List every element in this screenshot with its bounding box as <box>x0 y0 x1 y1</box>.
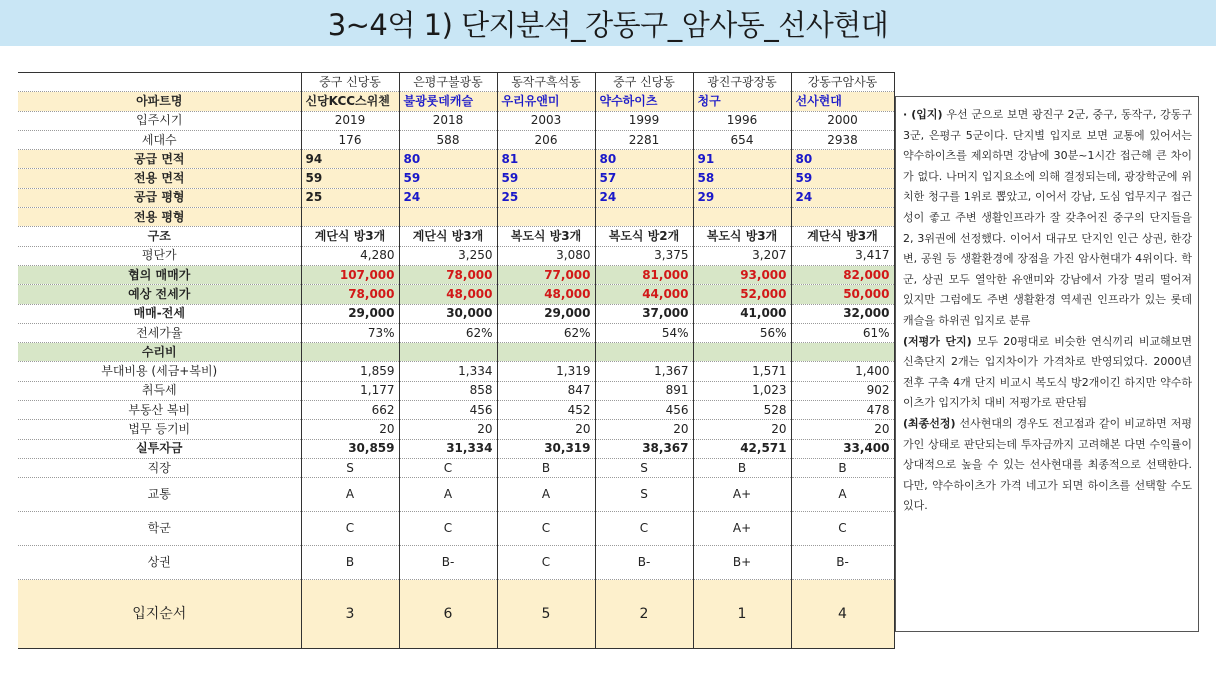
row-label: 전용 면적 <box>18 169 301 188</box>
row-label: 평단가 <box>18 246 301 265</box>
cell-apt: 선사현대 <box>791 92 894 111</box>
cell-households: 176 <box>301 130 399 149</box>
cell-extra: 1,400 <box>791 362 894 381</box>
cell-acq_tax: 858 <box>399 381 497 400</box>
cell-jeonse: 78,000 <box>301 285 399 304</box>
cell-price_py: 3,417 <box>791 246 894 265</box>
cell-structure: 계단식 방3개 <box>301 227 399 246</box>
page-title: 3~4억 1) 단지분석_강동구_암사동_선사현대 <box>327 7 889 42</box>
cell-supply_py: 25 <box>497 188 595 207</box>
cell-exclusive_area: 59 <box>301 169 399 188</box>
cell-supply_area: 94 <box>301 150 399 169</box>
cell-structure: 계단식 방3개 <box>791 227 894 246</box>
cell-extra: 1,319 <box>497 362 595 381</box>
cell-rank: 4 <box>791 580 894 649</box>
cell-broker: 456 <box>399 401 497 420</box>
cell-jeonse: 50,000 <box>791 285 894 304</box>
row-acq_tax <box>18 381 894 400</box>
row-job <box>18 458 894 477</box>
cell-sale: 77,000 <box>497 265 595 284</box>
cell-broker: 528 <box>693 401 791 420</box>
cell-school: C <box>399 512 497 546</box>
cell-commerce: B- <box>399 546 497 580</box>
cell-invest: 33,400 <box>791 439 894 458</box>
cell-extra: 1,334 <box>399 362 497 381</box>
cell-sale: 81,000 <box>595 265 693 284</box>
row-invest <box>18 439 894 458</box>
cell-structure: 계단식 방3개 <box>399 227 497 246</box>
row-label: 매매-전세 <box>18 304 301 323</box>
cell-job: C <box>399 458 497 477</box>
cell-extra: 1,367 <box>595 362 693 381</box>
cell-ratio: 61% <box>791 323 894 342</box>
cell-rank: 3 <box>301 580 399 649</box>
cell-exclusive_area: 59 <box>497 169 595 188</box>
note-undervalued: (저평가 단지) 모두 20평대로 비슷한 연식끼리 비교해보면 신축단지 2개는 입지차이가 가격차로 반영되었다. 2000년 전후 구축 4개 단지 비교시 복도식 방2개이긴 하지만 약수하이츠가 입지가치 대비 저평가로 판단됨 <box>903 334 1193 410</box>
cell-supply_area: 80 <box>399 150 497 169</box>
cell-structure: 복도식 방3개 <box>497 227 595 246</box>
cell-exclusive_py <box>693 208 791 227</box>
row-label: 상권 <box>18 546 301 580</box>
cell-households: 2281 <box>595 130 693 149</box>
district-header: 강동구암사동 <box>791 73 894 92</box>
cell-households: 2938 <box>791 130 894 149</box>
district-header: 중구 신당동 <box>595 73 693 92</box>
cell-commerce: C <box>497 546 595 580</box>
cell-sale: 93,000 <box>693 265 791 284</box>
cell-exclusive_py <box>301 208 399 227</box>
row-school <box>18 512 894 546</box>
cell-supply_py: 29 <box>693 188 791 207</box>
cell-extra: 1,571 <box>693 362 791 381</box>
cell-acq_tax: 1,023 <box>693 381 791 400</box>
cell-price_py: 3,080 <box>497 246 595 265</box>
cell-rank: 1 <box>693 580 791 649</box>
cell-price_py: 3,250 <box>399 246 497 265</box>
cell-school: A+ <box>693 512 791 546</box>
cell-supply_py: 24 <box>399 188 497 207</box>
row-label: 직장 <box>18 458 301 477</box>
cell-jeonse: 52,000 <box>693 285 791 304</box>
row-label: 전용 평형 <box>18 208 301 227</box>
comparison-table <box>18 72 895 649</box>
row-jeonse <box>18 285 894 304</box>
row-broker <box>18 401 894 420</box>
cell-exclusive_py <box>595 208 693 227</box>
cell-legal: 20 <box>399 420 497 439</box>
row-supply_py <box>18 188 894 207</box>
cell-ratio: 73% <box>301 323 399 342</box>
cell-apt: 불광롯데캐슬 <box>399 92 497 111</box>
cell-job: B <box>791 458 894 477</box>
row-sale <box>18 265 894 284</box>
row-price_py <box>18 246 894 265</box>
row-year <box>18 111 894 130</box>
cell-sale: 78,000 <box>399 265 497 284</box>
cell-supply_area: 80 <box>595 150 693 169</box>
cell-acq_tax: 1,177 <box>301 381 399 400</box>
cell-ratio: 54% <box>595 323 693 342</box>
cell-gap: 29,000 <box>497 304 595 323</box>
cell-invest: 31,334 <box>399 439 497 458</box>
row-label: 부동산 복비 <box>18 401 301 420</box>
cell-repair <box>497 343 595 362</box>
cell-repair <box>693 343 791 362</box>
row-legal <box>18 420 894 439</box>
cell-legal: 20 <box>791 420 894 439</box>
cell-legal: 20 <box>301 420 399 439</box>
cell-apt: 우리유앤미 <box>497 92 595 111</box>
cell-commerce: B <box>301 546 399 580</box>
cell-ratio: 62% <box>497 323 595 342</box>
cell-traffic: A+ <box>693 478 791 512</box>
cell-job: B <box>497 458 595 477</box>
row-label: 입지순서 <box>18 580 301 649</box>
cell-supply_py: 24 <box>595 188 693 207</box>
cell-year: 2019 <box>301 111 399 130</box>
row-label: 전세가율 <box>18 323 301 342</box>
district-header: 은평구불광동 <box>399 73 497 92</box>
title-bar <box>0 0 1216 46</box>
row-rank <box>18 580 894 649</box>
row-exclusive_py <box>18 208 894 227</box>
row-apt <box>18 92 894 111</box>
cell-commerce: B- <box>595 546 693 580</box>
cell-apt: 신당KCC스위첸 <box>301 92 399 111</box>
district-header: 광진구광장동 <box>693 73 791 92</box>
cell-repair <box>791 343 894 362</box>
cell-gap: 30,000 <box>399 304 497 323</box>
cell-exclusive_area: 57 <box>595 169 693 188</box>
cell-acq_tax: 847 <box>497 381 595 400</box>
cell-year: 2000 <box>791 111 894 130</box>
cell-year: 1999 <box>595 111 693 130</box>
row-structure <box>18 227 894 246</box>
cell-job: S <box>301 458 399 477</box>
cell-supply_area: 80 <box>791 150 894 169</box>
cell-gap: 32,000 <box>791 304 894 323</box>
cell-invest: 42,571 <box>693 439 791 458</box>
row-supply_area <box>18 150 894 169</box>
row-label: 실투자금 <box>18 439 301 458</box>
row-label: 협의 매매가 <box>18 265 301 284</box>
cell-legal: 20 <box>595 420 693 439</box>
cell-exclusive_area: 58 <box>693 169 791 188</box>
cell-repair <box>301 343 399 362</box>
cell-rank: 2 <box>595 580 693 649</box>
cell-jeonse: 48,000 <box>497 285 595 304</box>
row-label: 부대비용 (세금+복비) <box>18 362 301 381</box>
row-exclusive_area <box>18 169 894 188</box>
cell-job: B <box>693 458 791 477</box>
cell-supply_area: 91 <box>693 150 791 169</box>
cell-jeonse: 48,000 <box>399 285 497 304</box>
cell-extra: 1,859 <box>301 362 399 381</box>
cell-households: 206 <box>497 130 595 149</box>
cell-apt: 약수하이츠 <box>595 92 693 111</box>
cell-exclusive_py <box>399 208 497 227</box>
cell-broker: 662 <box>301 401 399 420</box>
row-label: 법무 등기비 <box>18 420 301 439</box>
row-label: 입주시기 <box>18 111 301 130</box>
cell-price_py: 4,280 <box>301 246 399 265</box>
cell-exclusive_area: 59 <box>791 169 894 188</box>
cell-commerce: B- <box>791 546 894 580</box>
row-label: 교통 <box>18 478 301 512</box>
note-location: · (입지) 우선 군으로 보면 광진구 2군, 중구, 동작구, 강동구 3군, 은평구 5군이다. 단지별 입지로 보면 교통에 있어서는 약수하이츠를 제외하면 강남에 30분~1시간 접근해 큰 차이가 없다. 나머지 입지요소에 의해 결정되는데, 광장학군에 위치한 청구를 1위로 뽑았고, 이어서 강남, 도심 업무지구 접근성이 좋고 주변 생활인프라가 잘 갖추어진 중구의 단지들을 2, 3위권에 선정했다. 이어서 대규모 단지인 인근 상권, 한강변, 공원 등 생활환경에 장점을 가진 암사현대가 4위이다. 학군, 상권 모두 열악한 유앤미와 강남에서 가장 멀리 떨어져 있지만 그럼에도 주변 생활환경 역세권 인프라가 있는 롯데캐슬을 하위권 입지로 분류 <box>903 108 1192 327</box>
cell-invest: 30,319 <box>497 439 595 458</box>
cell-commerce: B+ <box>693 546 791 580</box>
cell-exclusive_area: 59 <box>399 169 497 188</box>
cell-traffic: S <box>595 478 693 512</box>
cell-year: 2003 <box>497 111 595 130</box>
cell-broker: 478 <box>791 401 894 420</box>
cell-school: C <box>595 512 693 546</box>
row-households <box>18 130 894 149</box>
cell-school: C <box>301 512 399 546</box>
row-gap <box>18 304 894 323</box>
cell-gap: 41,000 <box>693 304 791 323</box>
cell-apt: 청구 <box>693 92 791 111</box>
cell-gap: 29,000 <box>301 304 399 323</box>
row-label: 수리비 <box>18 343 301 362</box>
cell-year: 2018 <box>399 111 497 130</box>
row-label: 공급 평형 <box>18 188 301 207</box>
note-final: (최종선정) 선사현대의 경우도 전고점과 같이 비교하면 저평가인 상태로 판단되는데 투자금까지 고려해본 다면 수익률이 상대적으로 높을 수 있는 선사현대를 최종적으로 선택한다. 다만, 약수하이츠가 가격 네고가 되면 하이츠를 선택할 수도 있다. <box>903 416 1192 513</box>
row-ratio <box>18 323 894 342</box>
row-extra <box>18 362 894 381</box>
cell-rank: 6 <box>399 580 497 649</box>
header-corner <box>18 73 301 92</box>
analysis-note <box>895 96 1199 632</box>
cell-jeonse: 44,000 <box>595 285 693 304</box>
cell-supply_py: 25 <box>301 188 399 207</box>
cell-households: 588 <box>399 130 497 149</box>
cell-broker: 456 <box>595 401 693 420</box>
cell-invest: 38,367 <box>595 439 693 458</box>
cell-acq_tax: 891 <box>595 381 693 400</box>
cell-year: 1996 <box>693 111 791 130</box>
cell-traffic: A <box>791 478 894 512</box>
district-header: 동작구흑석동 <box>497 73 595 92</box>
cell-invest: 30,859 <box>301 439 399 458</box>
cell-gap: 37,000 <box>595 304 693 323</box>
cell-traffic: A <box>301 478 399 512</box>
cell-traffic: A <box>497 478 595 512</box>
row-label: 공급 면적 <box>18 150 301 169</box>
cell-structure: 복도식 방3개 <box>693 227 791 246</box>
cell-ratio: 56% <box>693 323 791 342</box>
row-label: 세대수 <box>18 130 301 149</box>
cell-supply_area: 81 <box>497 150 595 169</box>
cell-price_py: 3,375 <box>595 246 693 265</box>
cell-structure: 복도식 방2개 <box>595 227 693 246</box>
cell-sale: 82,000 <box>791 265 894 284</box>
cell-repair <box>399 343 497 362</box>
cell-school: C <box>791 512 894 546</box>
cell-households: 654 <box>693 130 791 149</box>
row-repair <box>18 343 894 362</box>
row-label: 구조 <box>18 227 301 246</box>
cell-acq_tax: 902 <box>791 381 894 400</box>
row-commerce <box>18 546 894 580</box>
district-header-row <box>18 73 894 92</box>
cell-job: S <box>595 458 693 477</box>
district-header: 중구 신당동 <box>301 73 399 92</box>
cell-supply_py: 24 <box>791 188 894 207</box>
cell-broker: 452 <box>497 401 595 420</box>
cell-traffic: A <box>399 478 497 512</box>
cell-rank: 5 <box>497 580 595 649</box>
cell-exclusive_py <box>497 208 595 227</box>
cell-exclusive_py <box>791 208 894 227</box>
cell-sale: 107,000 <box>301 265 399 284</box>
row-label: 학군 <box>18 512 301 546</box>
cell-repair <box>595 343 693 362</box>
cell-ratio: 62% <box>399 323 497 342</box>
row-traffic <box>18 478 894 512</box>
row-label: 취득세 <box>18 381 301 400</box>
cell-legal: 20 <box>497 420 595 439</box>
cell-price_py: 3,207 <box>693 246 791 265</box>
cell-legal: 20 <box>693 420 791 439</box>
cell-school: C <box>497 512 595 546</box>
row-label: 예상 전세가 <box>18 285 301 304</box>
row-label: 아파트명 <box>18 92 301 111</box>
